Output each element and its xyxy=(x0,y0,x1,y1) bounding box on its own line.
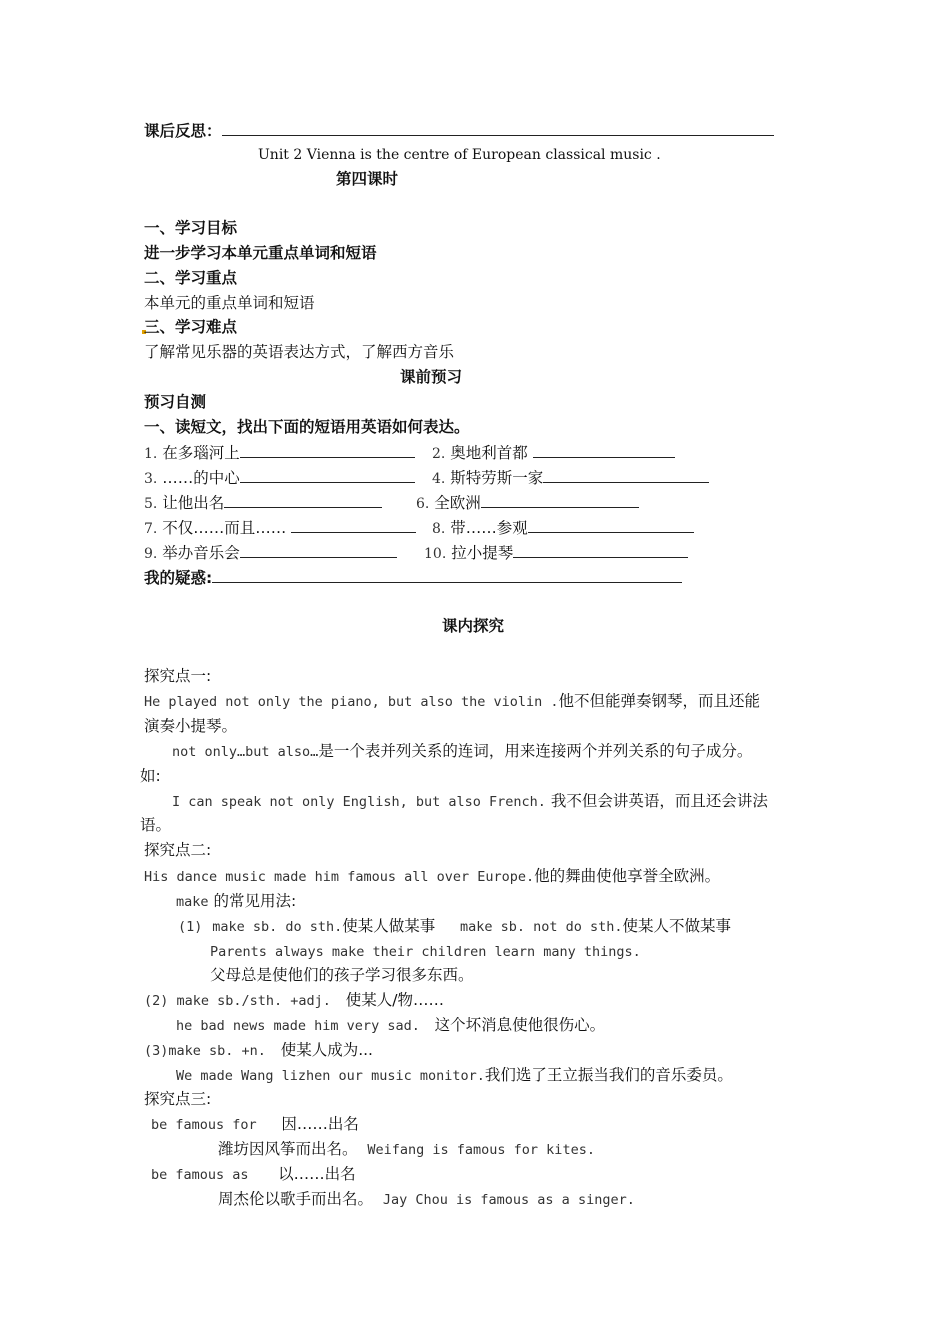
usage-1-example-en: Parents always make their children learn many things. xyxy=(210,944,641,960)
answer-blank[interactable] xyxy=(481,492,639,508)
make-usage-heading: make 的常见用法: xyxy=(176,892,297,910)
objectives-heading: 一、学习目标 xyxy=(144,219,238,237)
phrase-item-4: 4. 斯特劳斯一家 xyxy=(432,467,709,489)
usage-2-example: he bad news made him very sad. 这个坏消息使他很伤心。 xyxy=(176,1016,606,1034)
famous-for-example: 潍坊因风筝而出名。 Weifang is famous for kites. xyxy=(218,1140,595,1158)
phrase-item-6: 6. 全欧洲 xyxy=(416,492,639,514)
phrase-item-2: 2. 奥地利首都 xyxy=(432,442,675,464)
point1-label: 探究点一: xyxy=(144,667,212,685)
point2-sentence: His dance music made him famous all over Europe.他的舞曲使他享誉全欧洲。 xyxy=(144,867,721,885)
famous-as: be famous as 以……出名 xyxy=(151,1165,356,1183)
preview-instruction: 一、读短文，找出下面的短语用英语如何表达。 xyxy=(144,418,470,436)
doubt-label: 我的疑惑: xyxy=(144,569,213,587)
doubt-line xyxy=(144,567,682,588)
phrase-item-3: 3. ……的中心 xyxy=(144,467,415,489)
phrase-item-1: 1. 在多瑙河上 xyxy=(144,442,415,464)
answer-blank[interactable] xyxy=(543,467,709,483)
usage-3-example: We made Wang lizhen our music monitor.我们选了王立振当我们的音乐委员。 xyxy=(176,1066,733,1084)
phrase-item-5: 5. 让他出名 xyxy=(144,492,382,514)
usage-2: (2) make sb./sth. +adj. 使某人/物…… xyxy=(144,991,444,1009)
answer-blank[interactable] xyxy=(240,442,415,458)
phrase-item-10: 10. 拉小提琴 xyxy=(424,542,688,564)
objectives-text: 进一步学习本单元重点单词和短语 xyxy=(144,244,377,262)
phrase-item-7: 7. 不仅……而且…… xyxy=(144,517,416,539)
lesson-title: 第四课时 xyxy=(336,170,399,188)
phrase-item-9: 9. 举办音乐会 xyxy=(144,542,397,564)
focus-heading: 二、学习重点 xyxy=(144,269,238,287)
answer-blank[interactable] xyxy=(528,517,694,533)
answer-blank[interactable] xyxy=(513,542,688,558)
point2-label: 探究点二: xyxy=(144,841,212,859)
preview-title: 课前预习 xyxy=(400,368,463,386)
famous-as-example: 周杰伦以歌手而出名。 Jay Chou is famous as a singer. xyxy=(218,1190,635,1208)
point3-label: 探究点三: xyxy=(144,1090,212,1108)
difficulty-heading: 三、学习难点 xyxy=(144,318,238,336)
famous-for: be famous for 因……出名 xyxy=(151,1115,359,1133)
point1-sentence: He played not only the piano, but also the violin .他不但能弹奏钢琴，而且还能 xyxy=(144,692,761,710)
focus-text: 本单元的重点单词和短语 xyxy=(144,294,315,312)
usage-1: (1) make sb. do sth.使某人做某事 make sb. not do sth.使某人不做某事 xyxy=(178,917,732,935)
point1-example-cont: 语。 xyxy=(140,816,172,834)
answer-blank[interactable] xyxy=(240,542,397,558)
self-test-heading: 预习自测 xyxy=(144,393,207,411)
usage-1-example-cn: 父母总是使他们的孩子学习很多东西。 xyxy=(210,966,474,984)
answer-blank[interactable] xyxy=(291,517,416,533)
reflection-line xyxy=(144,120,774,141)
answer-blank[interactable] xyxy=(224,492,382,508)
point1-eg: 如: xyxy=(140,767,161,785)
usage-3: (3)make sb. +n. 使某人成为... xyxy=(144,1041,373,1059)
answer-blank[interactable] xyxy=(240,467,415,483)
reflection-blank[interactable] xyxy=(222,120,774,136)
difficulty-text: 了解常见乐器的英语表达方式，了解西方音乐 xyxy=(144,343,455,361)
doubt-blank[interactable] xyxy=(212,567,682,583)
reflection-label: 课后反思： xyxy=(144,122,222,140)
point1-note: not only…but also…是一个表并列关系的连词，用来连接两个并列关系的句子成分。 xyxy=(172,742,753,760)
point1-example: I can speak not only English, but also French. 我不但会讲英语，而且还会讲法 xyxy=(172,792,768,810)
answer-blank[interactable] xyxy=(533,442,675,458)
unit-title: Unit 2 Vienna is the centre of European classical music . xyxy=(258,147,661,163)
point1-sentence-cont: 演奏小提琴。 xyxy=(144,717,238,735)
phrase-item-8: 8. 带……参观 xyxy=(432,517,694,539)
explore-title: 课内探究 xyxy=(442,617,505,635)
